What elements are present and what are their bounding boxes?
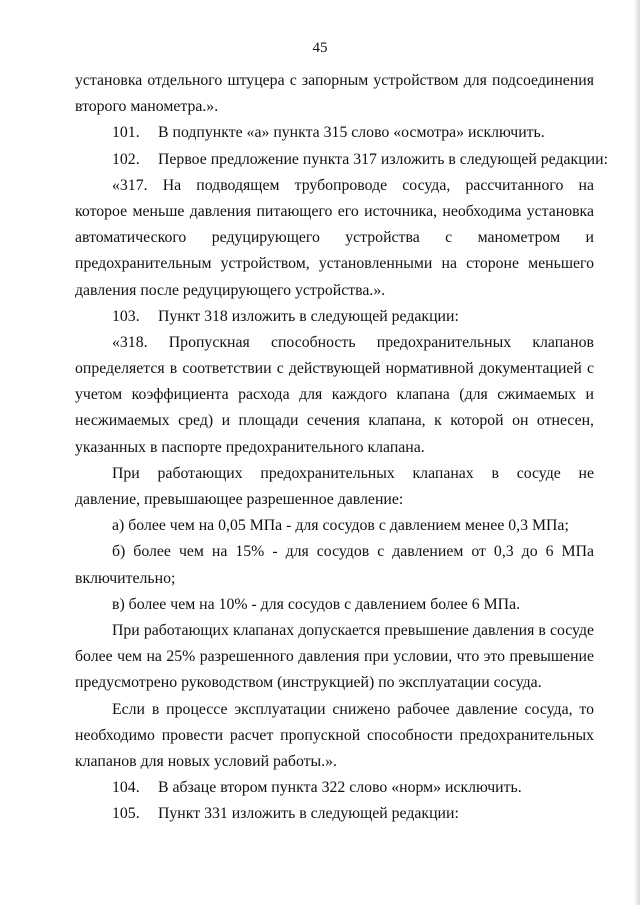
text-line bbox=[75, 513, 594, 539]
item-number: 104. bbox=[112, 779, 140, 797]
numbered-item-line bbox=[75, 120, 594, 146]
text-line bbox=[75, 435, 594, 461]
text-line bbox=[75, 94, 594, 120]
line-text: В абзаце втором пункта 322 слово «норм» исключить. bbox=[158, 779, 522, 797]
line-text: предусмотрено руководством (инструкцией) по эксплуатации сосуда. bbox=[75, 674, 542, 692]
line-text: предохранительным устройством, установленными на стороне меньшего bbox=[75, 255, 594, 273]
item-number: 101. bbox=[112, 124, 140, 142]
text-line bbox=[75, 173, 594, 199]
item-number: 103. bbox=[112, 307, 140, 325]
text-line bbox=[75, 199, 594, 225]
numbered-item-line bbox=[75, 147, 608, 173]
line-text: При работающих предохранительных клапанах в сосуде не bbox=[112, 464, 594, 482]
line-text: автоматического редуцирующего устройства с манометром и bbox=[75, 229, 594, 247]
line-text: определяется в соответствии с действующей нормативной документацией с bbox=[75, 360, 594, 378]
item-number: 102. bbox=[112, 150, 140, 168]
line-text: давление, превышающее разрешенное давление: bbox=[75, 491, 404, 508]
text-line bbox=[75, 566, 594, 592]
line-text: б) более чем на 15% - для сосудов с давлением от 0,3 до 6 МПа bbox=[112, 543, 594, 561]
item-number: 105. bbox=[112, 805, 140, 823]
line-text: указанных в паспорте предохранительного клапана. bbox=[75, 438, 425, 456]
line-text: Пункт 318 изложить в следующей редакции: bbox=[158, 307, 459, 325]
line-text: «318. Пропускная способность предохранительных клапанов bbox=[112, 333, 594, 351]
line-text: которое меньше давления питающего его источника, необходима установка bbox=[75, 202, 594, 220]
line-text: Пункт 331 изложить в следующей редакции: bbox=[158, 805, 459, 823]
numbered-item-line bbox=[75, 775, 594, 801]
line-text: давления после редуцирующего устройства.». bbox=[75, 281, 386, 299]
text-line bbox=[75, 644, 594, 670]
line-text: клапанов для новых условий работы.». bbox=[75, 752, 337, 770]
line-text: Если в процессе эксплуатации снижено рабочее давление сосуда, то bbox=[112, 700, 594, 718]
text-line bbox=[75, 670, 594, 696]
numbered-item-line bbox=[75, 304, 594, 330]
numbered-item-line bbox=[75, 801, 594, 827]
text-line bbox=[75, 68, 594, 94]
text-line bbox=[75, 592, 594, 618]
text-line bbox=[75, 723, 594, 749]
line-text: «317. На подводящем трубопроводе сосуда, рассчитанного на bbox=[112, 176, 594, 194]
line-text: необходимо провести расчет пропускной способности предохранительных bbox=[75, 726, 594, 744]
line-text: несжимаемых сред) и площади сечения клапана, к которой он отнесен, bbox=[75, 412, 594, 430]
text-line bbox=[75, 278, 594, 304]
line-text: установка отдельного штуцера с запорным устройством для подсоединения bbox=[75, 72, 594, 89]
text-line bbox=[75, 749, 594, 775]
line-text: При работающих клапанах допускается превышение давления в сосуде bbox=[112, 621, 594, 639]
line-text: более чем на 25% разрешенного давления при условии, что это превышение bbox=[75, 648, 594, 666]
text-line bbox=[75, 487, 594, 513]
text-line bbox=[75, 697, 594, 723]
line-text: Первое предложение пункта 317 изложить в следующей редакции: bbox=[158, 150, 608, 168]
line-text: включительно; bbox=[75, 569, 176, 587]
text-line bbox=[75, 225, 594, 251]
page-number: 45 bbox=[312, 40, 328, 56]
page-edge-shadow bbox=[634, 0, 640, 905]
text-line bbox=[75, 461, 594, 487]
text-line bbox=[75, 356, 594, 382]
line-text: в) более чем на 10% - для сосудов с давлением более 6 МПа. bbox=[112, 595, 521, 613]
line-text: учетом коэффициента расхода для каждого клапана (для сжимаемых и bbox=[75, 386, 594, 404]
text-line bbox=[75, 408, 594, 434]
document-body bbox=[75, 68, 608, 827]
text-line bbox=[75, 330, 594, 356]
text-line bbox=[75, 382, 594, 408]
line-text: второго манометра.». bbox=[75, 98, 219, 116]
text-line bbox=[75, 539, 594, 565]
text-line bbox=[75, 251, 594, 277]
line-text: а) более чем на 0,05 МПа - для сосудов с давлением менее 0,3 МПа; bbox=[112, 517, 569, 535]
line-text: В подпункте «а» пункта 315 слово «осмотра» исключить. bbox=[158, 124, 545, 142]
text-line bbox=[75, 618, 594, 644]
